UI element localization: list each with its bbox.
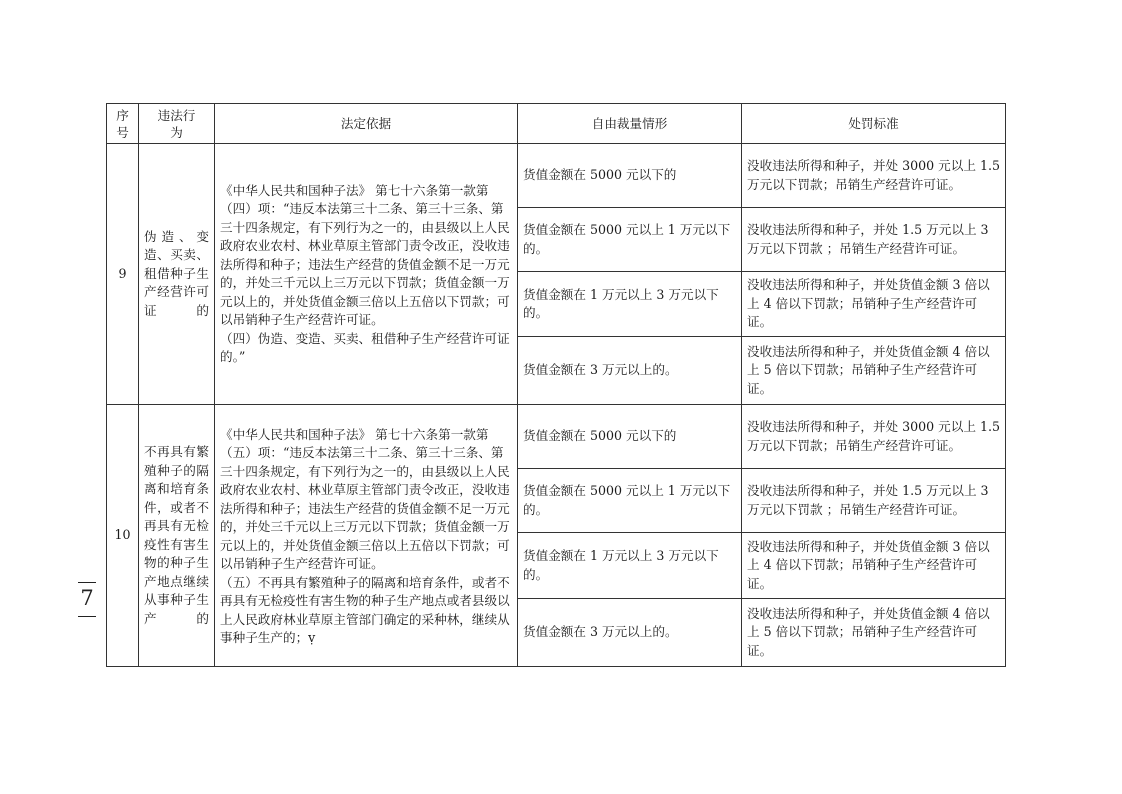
header-condition: 自由裁量情形 [518,104,742,144]
penalty-standard: 没收违法所得和种子，并处 1.5 万元以上 3 万元以下罚款 ；吊销生产经营许可证。 [742,208,1006,272]
penalty-standard: 没收违法所得和种子，并处货值金额 3 倍以上 4 倍以下罚款；吊销种子生产经营许可证。 [742,272,1006,337]
discretion-condition: 货值金额在 1 万元以上 3 万元以下的。 [518,272,742,337]
penalty-standard: 没收违法所得和种子，并处 1.5 万元以上 3 万元以下罚款 ；吊销生产经营许可证。 [742,469,1006,533]
page-number-text: 7 [80,586,94,610]
header-seq: 序号 [107,104,139,144]
penalty-standard: 没收违法所得和种子，并处 3000 元以上 1.5 万元以下罚款；吊销生产经营许可证。 [742,405,1006,469]
legal-basis-item: （五）不再具有繁殖种子的隔离和培育条件，或者不再具有无检疫性有害生物的种子生产地点或者县级以上人民政府林业草原主管部门确定的采种林，继续从事种子生产的；ṿ [220,574,510,645]
legal-basis-text: 《中华人民共和国种子法》 第七十六条第一款第（五）项：“违反本法第三十二条、第三十三条、第三十四条规定，有下列行为之一的，由县级以上人民政府农业农村、林业草原主管部门责令改正，没收违法所得和种子；违法生产经营的货值金额不足一万元的，并处三千元以上三万元以下罚款；货值金额一万元以上的，并处货值金额三倍以上五倍以下罚款；可以吊销种子生产经营许可证。 [220,426,510,571]
discretion-condition: 货值金额在 5000 元以上 1 万元以下的。 [518,208,742,272]
row-number: 10 [107,405,139,667]
penalty-standard: 没收违法所得和种子，并处货值金额 3 倍以上 4 倍以下罚款；吊销种子生产经营许可证。 [742,533,1006,599]
discretion-condition: 货值金额在 3 万元以上的。 [518,337,742,405]
violation-act: 不再具有繁殖种子的隔离和培育条件，或者不再具有无检疫性有害生物的种子生产地点继续从事种子生产的 [139,405,215,667]
discretion-condition: 货值金额在 1 万元以上 3 万元以下的。 [518,533,742,599]
table-row [107,405,1006,469]
discretion-condition: 货值金额在 5000 元以上 1 万元以下的。 [518,469,742,533]
row-number: 9 [107,144,139,405]
penalty-standard: 没收违法所得和种子，并处 3000 元以上 1.5 万元以下罚款；吊销生产经营许可证。 [742,144,1006,208]
page-number-dash-top [78,582,96,583]
page-number [76,582,98,617]
violation-act: 伪造、变造、买卖、租借种子生产经营许可证的 [139,144,215,405]
discretion-condition: 货值金额在 3 万元以上的。 [518,599,742,667]
penalty-table [106,103,1006,667]
discretion-condition: 货值金额在 5000 元以下的 [518,144,742,208]
table-header-row [107,104,1006,144]
discretion-condition: 货值金额在 5000 元以下的 [518,405,742,469]
legal-basis-text: 《中华人民共和国种子法》 第七十六条第一款第（四）项：“违反本法第三十二条、第三十三条、第三十四条规定，有下列行为之一的，由县级以上人民政府农业农村、林业草原主管部门责令改正，没收违法所得和种子；违法生产经营的货值金额不足一万元的，并处三千元以上三万元以下罚款；货值金额一万元以上的，并处货值金额三倍以上五倍以下罚款；可以吊销种子生产经营许可证。 [220,182,510,327]
page-number-dash-bottom [78,616,96,617]
legal-basis [215,144,518,405]
penalty-standard: 没收违法所得和种子，并处货值金额 4 倍以上 5 倍以下罚款；吊销种子生产经营许可证。 [742,337,1006,405]
header-penalty: 处罚标准 [742,104,1006,144]
header-act: 违法行为 [139,104,215,144]
legal-basis-item: （四）伪造、变造、买卖、租借种子生产经营许可证的。” [220,330,510,364]
legal-basis [215,405,518,667]
table-row [107,144,1006,208]
penalty-standard: 没收违法所得和种子，并处货值金额 4 倍以上 5 倍以下罚款；吊销种子生产经营许可证。 [742,599,1006,667]
header-basis: 法定依据 [215,104,518,144]
